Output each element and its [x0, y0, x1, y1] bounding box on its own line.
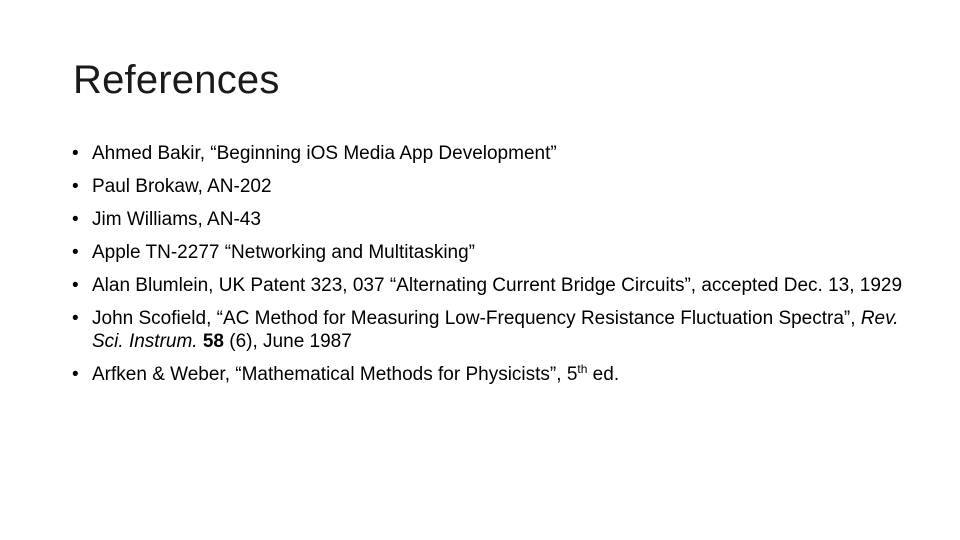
journal-volume: 58 [202, 331, 224, 352]
slide-title: References [73, 58, 280, 102]
bullet-icon: • [72, 275, 79, 296]
journal-name: Rev. Sci. Instrum. [92, 308, 899, 352]
reference-text: Paul Brokaw, AN-202 [92, 176, 272, 197]
bullet-icon: • [72, 308, 79, 329]
bullet-icon: • [72, 364, 79, 385]
reference-text-end: (6), June 1987 [224, 331, 352, 352]
reference-item [72, 274, 922, 297]
reference-text: Arfken & Weber, “Mathematical Methods for Physicists”, 5 [92, 364, 578, 385]
reference-item [72, 208, 922, 231]
bullet-icon: • [72, 176, 79, 197]
references-list [72, 142, 922, 386]
bullet-icon: • [72, 242, 79, 263]
reference-item [72, 307, 922, 353]
reference-text: Ahmed Bakir, “Beginning iOS Media App Development” [92, 143, 557, 164]
reference-item [72, 142, 922, 165]
reference-item [72, 362, 922, 386]
reference-text: Apple TN-2277 “Networking and Multitasking” [92, 242, 475, 263]
reference-text: Alan Blumlein, UK Patent 323, 037 “Alternating Current Bridge Circuits”, accepted Dec. 13, 1929 [92, 275, 903, 296]
reference-text: John Scofield, “AC Method for Measuring Low-Frequency Resistance Fluctuation Spectra”, [92, 308, 861, 329]
reference-text: Jim Williams, AN-43 [92, 209, 261, 230]
reference-item [72, 175, 922, 198]
bullet-icon: • [72, 209, 79, 230]
reference-item [72, 241, 922, 264]
bullet-icon: • [72, 143, 79, 164]
edition-superscript: th [577, 362, 588, 376]
reference-text-end: ed. [587, 364, 620, 385]
